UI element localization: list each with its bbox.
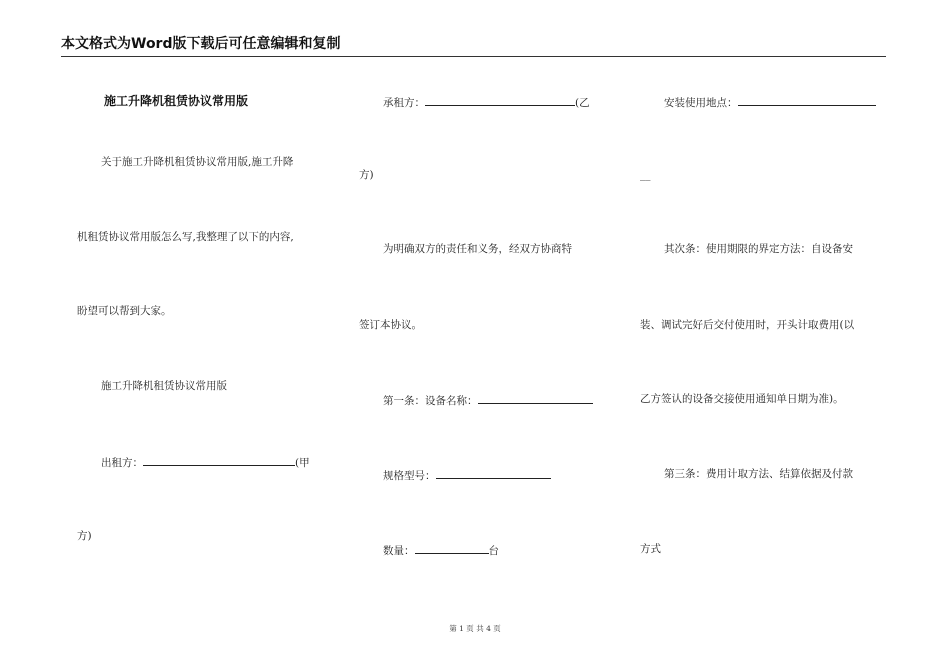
page-footer xyxy=(0,623,950,634)
doc-title: 施工升降机租赁协议常用版 xyxy=(104,94,249,108)
lessor-line xyxy=(101,454,310,470)
item3-line-1: 第三条：费用计取方法、结算依据及付款 xyxy=(664,468,853,480)
item3-line-2: 方式 xyxy=(640,543,661,555)
lessor-continued: 方) xyxy=(77,530,92,542)
item1-line xyxy=(383,392,593,408)
intro-line-1: 关于施工升降机租赁协议常用版,施工升降 xyxy=(101,156,294,168)
lessee-blank xyxy=(425,94,575,106)
location-blank xyxy=(738,94,876,106)
document-banner xyxy=(61,33,886,57)
model-label: 规格型号： xyxy=(383,470,436,482)
item1-label: 第一条：设备名称： xyxy=(383,395,478,407)
model-line xyxy=(383,467,551,483)
location-line xyxy=(664,94,876,110)
para-line-2: 签订本协议。 xyxy=(359,319,422,331)
qty-blank xyxy=(415,542,489,554)
quantity-line xyxy=(383,542,499,558)
equipment-name-blank xyxy=(478,392,593,404)
item2-line-2: 装、调试完好后交付使用时，开头计取费用(以 xyxy=(640,319,855,331)
location-continued: __ xyxy=(640,169,651,181)
banner-text: 本文格式为Word版下载后可任意编辑和复制 xyxy=(61,36,341,52)
lessee-continued: 方) xyxy=(359,169,374,181)
item2-line-3: 乙方签认的设备交接使用通知单日期为准)。 xyxy=(640,393,844,405)
lessee-label: 承租方： xyxy=(383,97,425,109)
para-line-1: 为明确双方的责任和义务，经双方协商特 xyxy=(383,243,572,255)
intro-line-3: 盼望可以帮到大家。 xyxy=(77,305,172,317)
intro-line-2: 机租赁协议常用版怎么写,我整理了以下的内容, xyxy=(77,231,294,243)
lessor-suffix: (甲 xyxy=(295,457,310,469)
lessor-label: 出租方： xyxy=(101,457,143,469)
lessee-line xyxy=(383,94,590,110)
section-subtitle: 施工升降机租赁协议常用版 xyxy=(101,380,227,392)
lessor-blank xyxy=(143,454,295,466)
model-blank xyxy=(436,467,551,479)
lessee-suffix: (乙 xyxy=(575,97,590,109)
qty-unit: 台 xyxy=(488,545,499,557)
qty-label: 数量： xyxy=(383,545,415,557)
item2-line-1: 其次条：使用期限的界定方法：自设备安 xyxy=(664,243,853,255)
location-label: 安装使用地点： xyxy=(664,97,738,109)
page-number: 第 1 页 共 4 页 xyxy=(449,624,501,633)
